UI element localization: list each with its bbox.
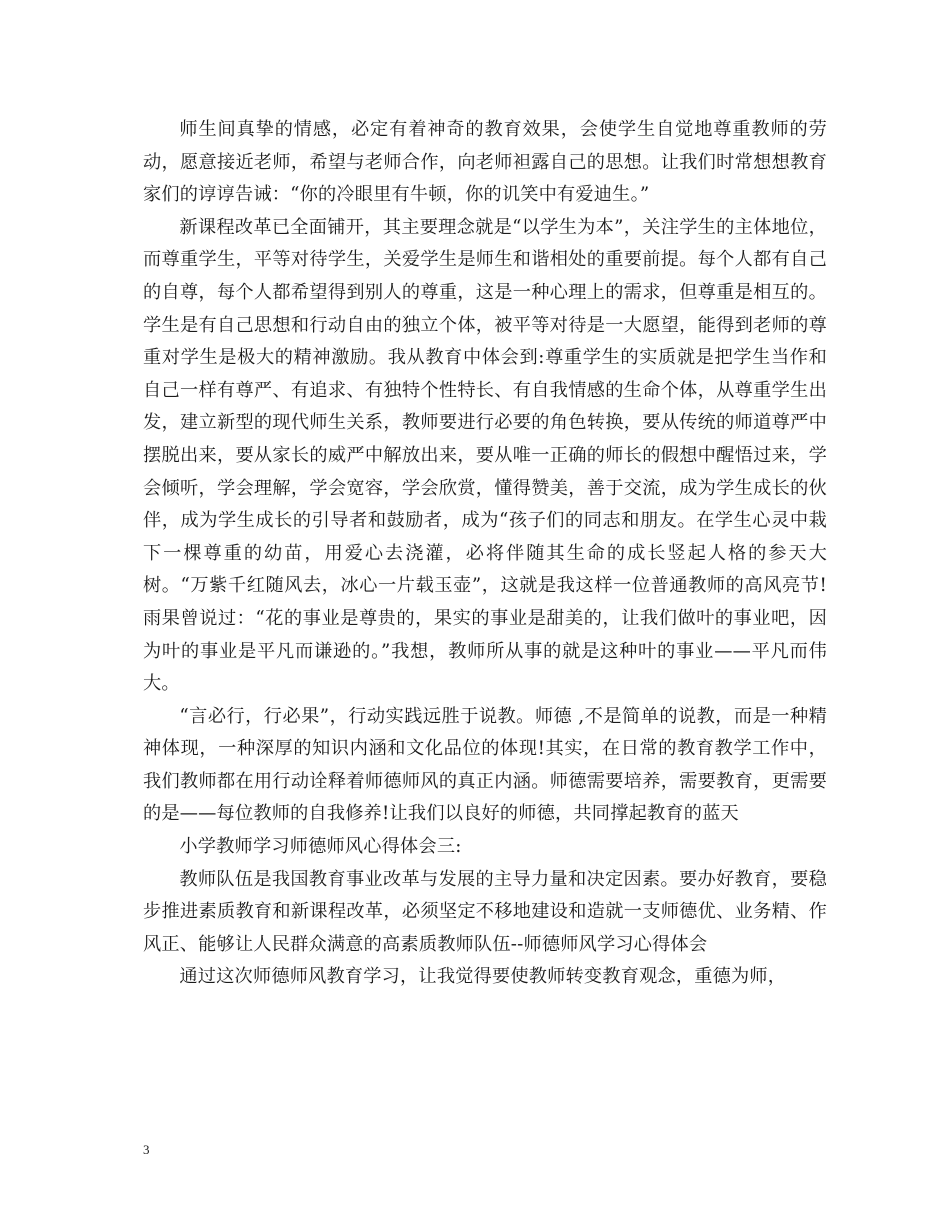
paragraph-3: “言必行，行必果”，行动实践远胜于说教。师德 ,不是简单的说教，而是一种精神体现，一种深厚的知识内涵和文化品位的体现!其实，在日常的教育教学工作中，我们教师都在用行动诠释着师德师风的真正内涵。师德需要培养，需要教育，更需要的是——每位教师的自我修养!让我们以良好的师德，共同撑起教育的蓝天 bbox=[143, 705, 827, 825]
section-heading: 小学教师学习师德师风心得体会三: bbox=[179, 836, 462, 858]
page-number: 3 bbox=[143, 1142, 150, 1157]
paragraph-5: 通过这次师德师风教育学习，让我觉得要使教师转变教育观念，重德为师， bbox=[179, 966, 787, 988]
paragraph-4: 教师队伍是我国教育事业改革与发展的主导力量和决定因素。要办好教育，要稳步推进素质教育和新课程改革，必须坚定不移地建设和造就一支师德优、业务精、作风正、能够让人民群众满意的高素质教师队伍--师德师风学习心得体会 bbox=[143, 868, 827, 955]
paragraph-2: 新课程改革已全面铺开，其主要理念就是“以学生为本”，关注学生的主体地位，而尊重学生，平等对待学生，关爱学生是师生和谐相处的重要前提。每个人都有自己的自尊，每个人都希望得到别人的尊重，这是一种心理上的需求，但尊重是相互的。学生是有自己思想和行动自由的独立个体，被平等对待是一大愿望，能得到老师的尊重对学生是极大的精神激励。我从教育中体会到:尊重学生的实质就是把学生当作和自己一样有尊严、有追求、有独特个性特长、有自我情感的生命个体，从尊重学生出发，建立新型的现代师生关系，教师要进行必要的角色转换，要从传统的师道尊严中摆脱出来，要从家长的威严中解放出来，要从唯一正确的师长的假想中醒悟过来，学会倾听，学会理解，学会宽容，学会欣赏，懂得赞美，善于交流，成为学生成长的伙伴，成为学生成长的引导者和鼓励者，成为“孩子们的同志和朋友。在学生心灵中栽下一棵尊重的幼苗，用爱心去浇灌，必将伴随其生命的成长竖起人格的参天大树。“万紫千红随风去，冰心一片载玉壶”，这就是我这样一位普通教师的高风亮节!雨果曾说过：“花的事业是尊贵的，果实的事业是甜美的，让我们做叶的事业吧，因为叶的事业是平凡而谦逊的。”我想，教师所从事的就是这种叶的事业——平凡而伟大。 bbox=[143, 216, 827, 695]
paragraph-1: 师生间真挚的情感，必定有着神奇的教育效果，会使学生自觉地尊重教师的劳动，愿意接近老师，希望与老师合作，向老师袒露自己的思想。让我们时常想想教育家们的谆谆告诫：“你的冷眼里有牛顿，你的讥笑中有爱迪生。” bbox=[143, 119, 827, 206]
document-body bbox=[143, 114, 827, 994]
